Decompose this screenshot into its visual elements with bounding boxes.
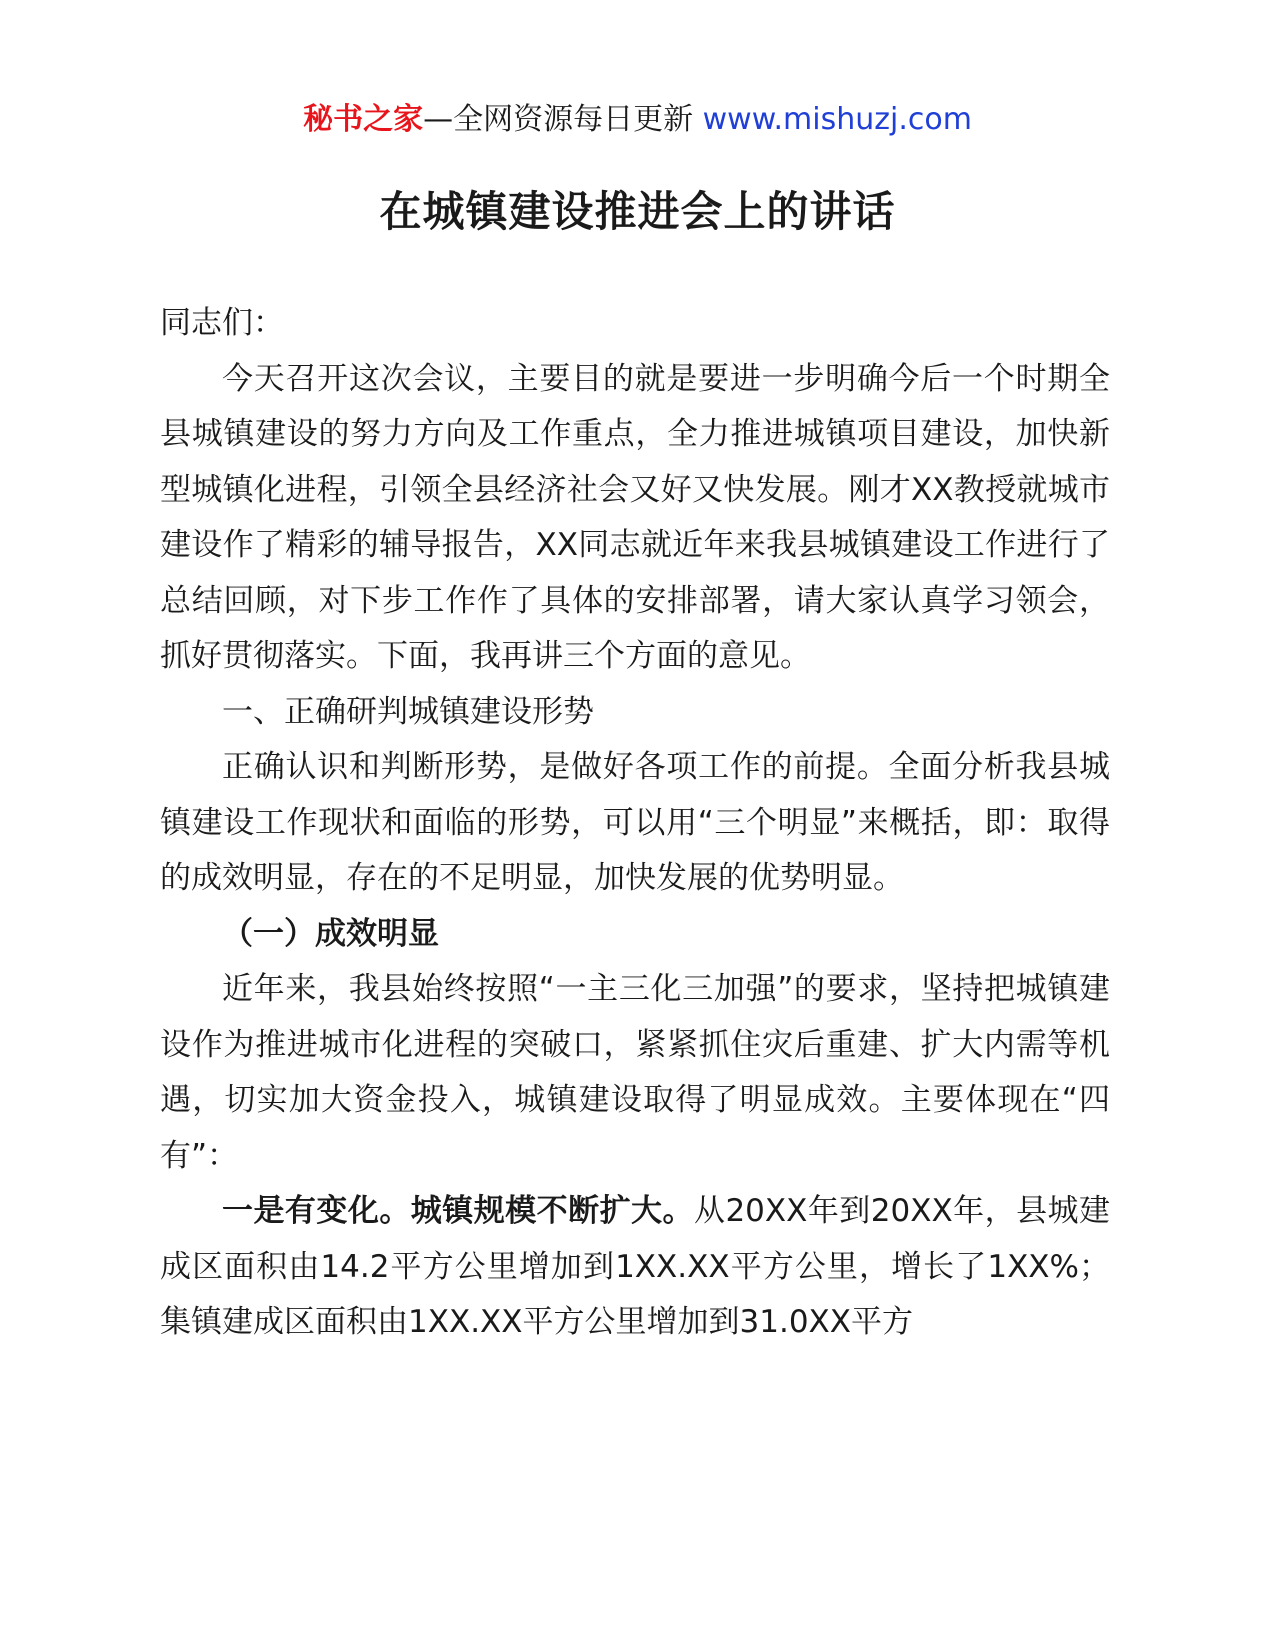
site-url-link[interactable]: www.mishuzj.com [702,102,972,137]
point-paragraph [160,1184,1110,1351]
subsection-paragraph: 近年来，我县始终按照“一主三化三加强”的要求，坚持把城镇建设作为推进城市化进程的突破口，紧紧抓住灾后重建、扩大内需等机遇，切实加大资金投入，城镇建设取得了明显成效。主要体现在“四有”： [160,971,1110,1174]
section-heading: 一、正确研判城镇建设形势 [222,693,594,730]
subsection-heading: （一）成效明显 [222,915,439,952]
intro-paragraph: 今天召开这次会议，主要目的就是要进一步明确今后一个时期全县城镇建设的努力方向及工作重点，全力推进城镇项目建设，加快新型城镇化进程，引领全县经济社会又好又快发展。刚才XX教授就城市建设作了精彩的辅导报告，XX同志就近年来我县城镇建设工作进行了总结回顾，对下步工作作了具体的安排部署，请大家认真学习领会，抓好贯彻落实。下面，我再讲三个方面的意见。 [160,360,1110,674]
section-paragraph: 正确认识和判断形势，是做好各项工作的前提。全面分析我县城镇建设工作现状和面临的形势，可以用“三个明显”来概括，即：取得的成效明显，存在的不足明显，加快发展的优势明显。 [160,749,1110,896]
brand-name: 秘书之家 [303,102,424,137]
salutation: 同志们： [160,305,284,341]
point-text: 从20XX年到20XX年，县城建成区面积由14.2平方公里增加到1XX.XX平方公里，增长了1XX%；集镇建成区面积由1XX.XX平方公里增加到31.0XX平方 [160,1193,1111,1340]
document-title: 在城镇建设推进会上的讲话 [379,187,896,236]
site-header [0,100,1275,140]
document-body [160,296,1110,1351]
header-tagline: —全网资源每日更新 [423,102,703,137]
point-lead: 一是有变化。城镇规模不断扩大。 [222,1193,694,1229]
